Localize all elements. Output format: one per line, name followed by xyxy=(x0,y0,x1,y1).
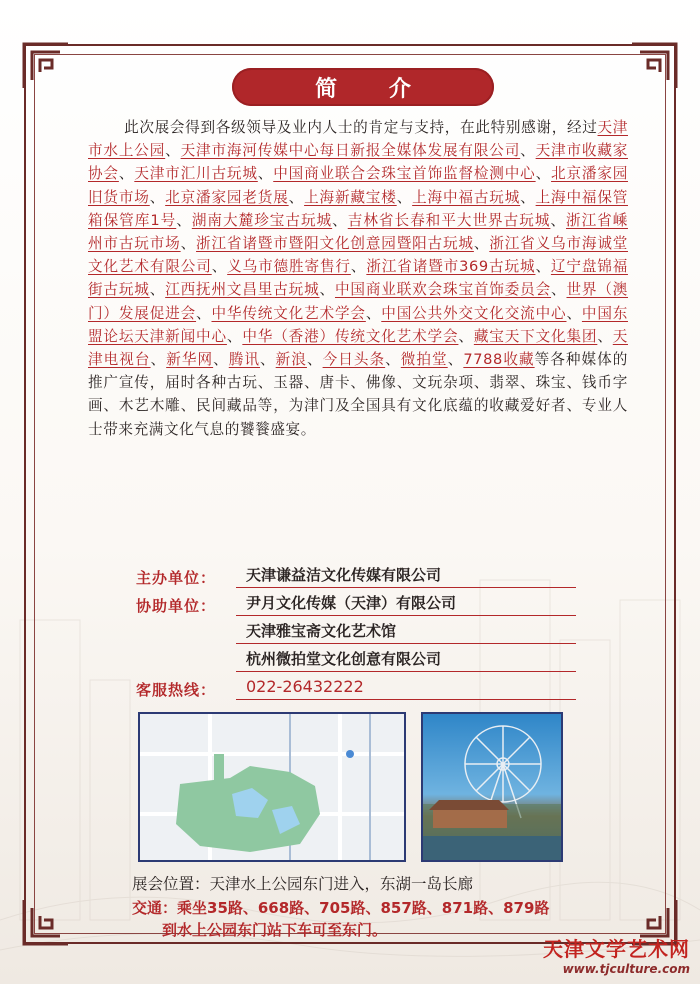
assist-label: 协助单位： xyxy=(136,597,217,615)
organization-name: 浙江省诸暨市暨阳文化创意园暨阳古玩城 xyxy=(196,235,474,253)
separator: 、 xyxy=(520,142,536,160)
separator: 、 xyxy=(385,351,401,369)
separator: 、 xyxy=(551,281,567,299)
organization-name: 吉林省长春和平大世界古玩城 xyxy=(347,211,551,229)
organization-name: 上海中福古玩城 xyxy=(412,188,521,206)
corner-ornament xyxy=(20,40,72,92)
separator: 、 xyxy=(520,188,536,206)
separator: 、 xyxy=(566,304,582,322)
transport-line-2: 到水上公园东门站下车可至东门。 xyxy=(162,921,388,939)
separator: 、 xyxy=(365,304,382,322)
exhibition-location: 展会位置：天津水上公园东门进入，东湖一岛长廊 xyxy=(132,875,474,893)
organization-name: 天津市汇川古玩城 xyxy=(134,165,258,183)
transport-info xyxy=(132,897,612,941)
separator: 、 xyxy=(473,235,490,253)
organization-name: 中国商业联欢会珠宝首饰委员会 xyxy=(334,281,552,299)
organization-name: 腾讯 xyxy=(228,351,261,369)
organization-name: 义乌市德胜寄售行 xyxy=(227,258,351,276)
watermark-url: www.tjculture.com xyxy=(562,962,690,976)
separator: 、 xyxy=(213,351,229,369)
intro-tail-text: 等各种媒体的推广宣传，届时各种古玩、玉器、唐卡、佛像、文玩杂项、翡翠、珠宝、钱币字画、木艺木雕、民间藏品等，为津门及全国具有文化底蕴的收藏爱好者、专业人士带来充满文化气息的饕餮盛宴。 xyxy=(88,351,628,438)
separator: 、 xyxy=(288,188,305,206)
ferris-wheel-photo xyxy=(421,712,563,862)
separator: 、 xyxy=(550,211,566,229)
organization-name: 藏宝天下文化集团 xyxy=(473,327,598,345)
organization-name: 微拍堂 xyxy=(400,351,448,369)
section-title-banner xyxy=(232,68,494,106)
organization-name: 浙江省诸暨市369古玩城 xyxy=(366,258,536,276)
organization-name: 湖南大麓珍宝古玩城 xyxy=(191,211,333,229)
location-map xyxy=(138,712,406,862)
separator: 、 xyxy=(350,258,367,276)
organization-name: 天津市水上公园 xyxy=(88,119,628,160)
host-value: 天津谦益洁文化传媒有限公司 xyxy=(236,563,576,588)
separator: 、 xyxy=(118,165,135,183)
separator: 、 xyxy=(196,304,212,322)
organization-name: 北京潘家园旧货市场 xyxy=(88,165,628,206)
organization-name: 北京潘家园老货展 xyxy=(165,188,289,206)
organization-list xyxy=(88,119,628,368)
organization-name: 浙江省嵊州市古玩市场 xyxy=(88,211,628,253)
separator: 、 xyxy=(149,188,166,206)
separator: 、 xyxy=(447,351,464,369)
assist-value-2: 天津雅宝斋文化艺术馆 xyxy=(236,619,576,644)
separator: 、 xyxy=(226,327,243,345)
intro-paragraph xyxy=(88,116,628,441)
organization-name: 上海中福保管箱保管库1号 xyxy=(88,188,628,229)
corner-ornament xyxy=(20,896,72,948)
organization-name: 中国公共外交文化交流中心 xyxy=(381,304,567,322)
assist-row xyxy=(136,588,596,616)
organization-name: 新浪 xyxy=(275,351,307,369)
transport-line-1: 交通：乘坐35路、668路、705路、857路、871路、879路 xyxy=(132,899,550,917)
host-label: 主办单位： xyxy=(136,569,217,587)
organization-name: 天津市收藏家协会 xyxy=(88,142,628,183)
organization-name: 今日头条 xyxy=(322,351,386,369)
separator: 、 xyxy=(149,281,166,299)
organization-name: 天津市海河传媒中心每日新报全媒体发展有限公司 xyxy=(180,142,521,160)
intro-lead-text: 此次展会得到各级领导及业内人士的肯定与支持，在此特别感谢，经过 xyxy=(124,119,598,136)
watermark-name: 天津文学艺术网 xyxy=(543,937,690,961)
organization-name: 中国商业联合会珠宝首饰监督检测中心 xyxy=(273,165,536,183)
separator: 、 xyxy=(176,211,192,229)
hotline-row xyxy=(136,672,596,700)
separator: 、 xyxy=(332,211,348,229)
corner-ornament xyxy=(628,40,680,92)
organization-name: 世界（澳门）发展促进会 xyxy=(88,281,628,322)
hotline-value: 022-26432222 xyxy=(236,675,576,700)
organization-name: 江西抚州文昌里古玩城 xyxy=(165,281,320,299)
hotline-label: 客服热线： xyxy=(136,681,217,699)
host-row xyxy=(136,560,596,588)
separator: 、 xyxy=(535,258,551,276)
separator: 、 xyxy=(165,142,181,160)
map-illustration xyxy=(140,714,404,860)
assist-value-3: 杭州微拍堂文化创意有限公司 xyxy=(236,647,576,672)
section-title: 简 介 xyxy=(315,76,433,102)
assist-value-1: 尹月文化传媒（天津）有限公司 xyxy=(236,591,576,616)
organization-name: 浙江省义乌市海诚堂文化艺术有限公司 xyxy=(88,235,628,276)
organization-name: 天津电视台 xyxy=(88,327,628,369)
separator: 、 xyxy=(180,235,197,253)
separator: 、 xyxy=(211,258,228,276)
organization-name: 中华传统文化艺术学会 xyxy=(211,304,366,322)
organization-name: 7788收藏 xyxy=(463,351,535,369)
organizer-info xyxy=(136,560,596,700)
separator: 、 xyxy=(535,165,552,183)
organization-name: 中华（香港）传统文化艺术学会 xyxy=(242,327,459,345)
assist-row xyxy=(136,644,596,672)
organization-name: 中国东盟论坛天津新闻中心 xyxy=(88,304,628,345)
separator: 、 xyxy=(597,327,613,345)
separator: 、 xyxy=(319,281,335,299)
organization-name: 新华网 xyxy=(166,351,214,369)
photo-illustration xyxy=(423,714,561,860)
organization-name: 上海新藏宝楼 xyxy=(304,188,397,206)
separator: 、 xyxy=(306,351,323,369)
assist-row xyxy=(136,616,596,644)
separator: 、 xyxy=(150,351,167,369)
organization-name: 辽宁盘锦福街古玩城 xyxy=(88,258,628,299)
separator: 、 xyxy=(458,327,474,345)
separator: 、 xyxy=(260,351,276,369)
separator: 、 xyxy=(396,188,413,206)
site-watermark xyxy=(543,933,690,976)
separator: 、 xyxy=(257,165,274,183)
